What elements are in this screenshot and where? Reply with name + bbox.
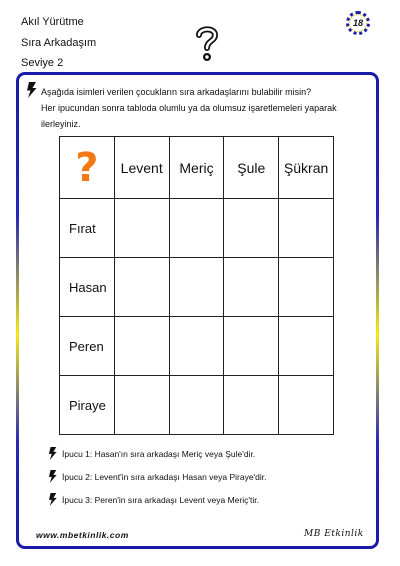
grid-cell[interactable] [224, 317, 279, 376]
hint-1: İpucu 1: Hasan'ın sıra arkadaşı Meriç veya Şule'dir. [62, 449, 256, 459]
grid-cell[interactable] [114, 258, 169, 317]
footer-url: www.mbetkinlik.com [36, 530, 129, 540]
worksheet-title: Sıra Arkadaşım [21, 37, 97, 49]
subject-title: Akıl Yürütme [21, 16, 84, 28]
table-row [60, 258, 334, 317]
row-header: Peren [60, 317, 115, 376]
instruction-line-1: Aşağıda isimleri verilen çocukların sıra arkadaşlarını bulabilir misin? [41, 87, 312, 97]
grid-cell[interactable] [279, 376, 334, 435]
question-mark-icon: ? [75, 144, 99, 191]
table-row [60, 317, 334, 376]
instruction-line-2: Her ipucundan sonra tabloda olumlu ya da olumsuz işaretlemeleri yaparak [41, 103, 337, 113]
corner-cell [60, 137, 115, 199]
grid-cell[interactable] [114, 199, 169, 258]
page-number: 18 [349, 14, 367, 32]
lightning-icon [48, 493, 58, 506]
lightning-icon [26, 82, 38, 98]
column-header: Şule [224, 137, 279, 199]
lightning-icon [48, 447, 58, 460]
grid-cell[interactable] [224, 376, 279, 435]
column-header: Levent [114, 137, 169, 199]
lightning-icon [48, 470, 58, 483]
grid-cell[interactable] [169, 258, 224, 317]
grid-cell[interactable] [114, 317, 169, 376]
grid-cell[interactable] [279, 199, 334, 258]
table-row [60, 376, 334, 435]
grid-cell[interactable] [279, 258, 334, 317]
instructions [41, 84, 371, 132]
level-label: Seviye 2 [21, 57, 64, 69]
grid-cell[interactable] [169, 376, 224, 435]
instruction-line-3: ilerleyiniz. [41, 119, 81, 129]
grid-cell[interactable] [169, 199, 224, 258]
header-row [60, 137, 334, 199]
column-header: Şükran [279, 137, 334, 199]
grid-cell[interactable] [169, 317, 224, 376]
row-header: Hasan [60, 258, 115, 317]
row-header: Fırat [60, 199, 115, 258]
table-row [60, 199, 334, 258]
grid-cell[interactable] [279, 317, 334, 376]
grid-cell[interactable] [224, 258, 279, 317]
page-number-badge [346, 11, 370, 35]
hint-3: İpucu 3: Peren'in sıra arkadaşı Levent veya Meriç'tir. [62, 495, 259, 505]
hint-2: İpucu 2: Levent'in sıra arkadaşı Hasan veya Piraye'dir. [62, 472, 267, 482]
logic-grid [59, 136, 334, 435]
question-mark-icon [195, 25, 219, 63]
grid-cell[interactable] [224, 199, 279, 258]
grid-cell[interactable] [114, 376, 169, 435]
footer-brand: MB Etkinlik [304, 529, 364, 539]
column-header: Meriç [169, 137, 224, 199]
row-header: Piraye [60, 376, 115, 435]
